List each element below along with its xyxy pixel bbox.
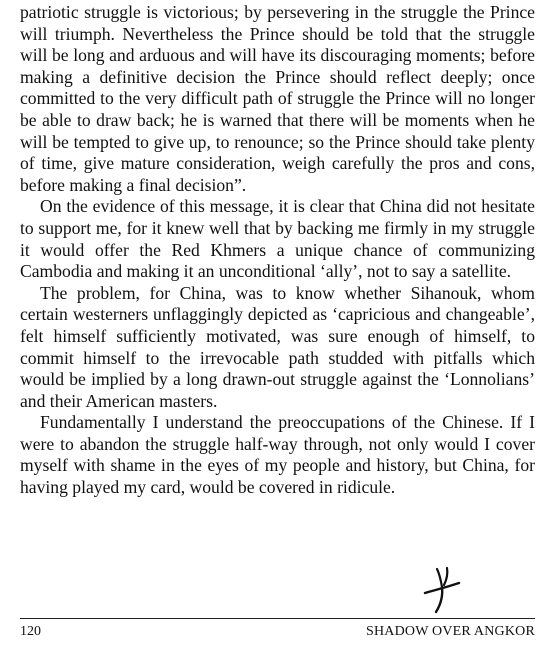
paragraph-continued: patriotic struggle is victorious; by persevering in the struggle the Prince will triumph. Nevertheless the Prince should be told that the struggle will be long and arduous and will have its discouraging moments; before making a definitive decision the Prince should reflect deeply; once committed to the very difficult path of struggle the Prince will no longer be able to draw back; he is warned that there will be moments when he will be tempted to give up, to renounce; so the Prince should take plenty of time, give mature consideration, weigh carefully the pros and cons, before making a final decision”. [20,2,535,195]
paragraph-china-support: On the evidence of this message, it is clear that China did not hesitate to support me, for it knew well that by backing me firmly in my struggle it would offer the Red Khmers a unique chance of communizing Cambodia and making it an unconditional ‘ally’, not to say a satellite. [20,196,535,282]
paragraph-problem-for-china: The problem, for China, was to know whether Sihanouk, whom certain westerners unflaggingly depicted as ‘capricious and changeable’, felt himself sufficiently motivated, was sure enough of himself, to commit himself to the irrevocable path studded with pitfalls which would be implied by a long drawn-out struggle against the ‘Lonnolians’ and their American masters. [20,282,535,411]
paragraph-preoccupations: Fundamentally I understand the preoccupations of the Chinese. If I were to abandon the struggle half-way through, not only would I cover myself with shame in the eyes of my people and history, but China, for having played my card, would be covered in ridicule. [20,412,535,498]
running-title: SHADOW OVER ANGKOR [365,624,535,639]
page-number: 120 [20,624,41,639]
body-text [20,2,535,499]
handwritten-section-mark-icon [421,566,461,614]
footer-rule [20,618,535,619]
